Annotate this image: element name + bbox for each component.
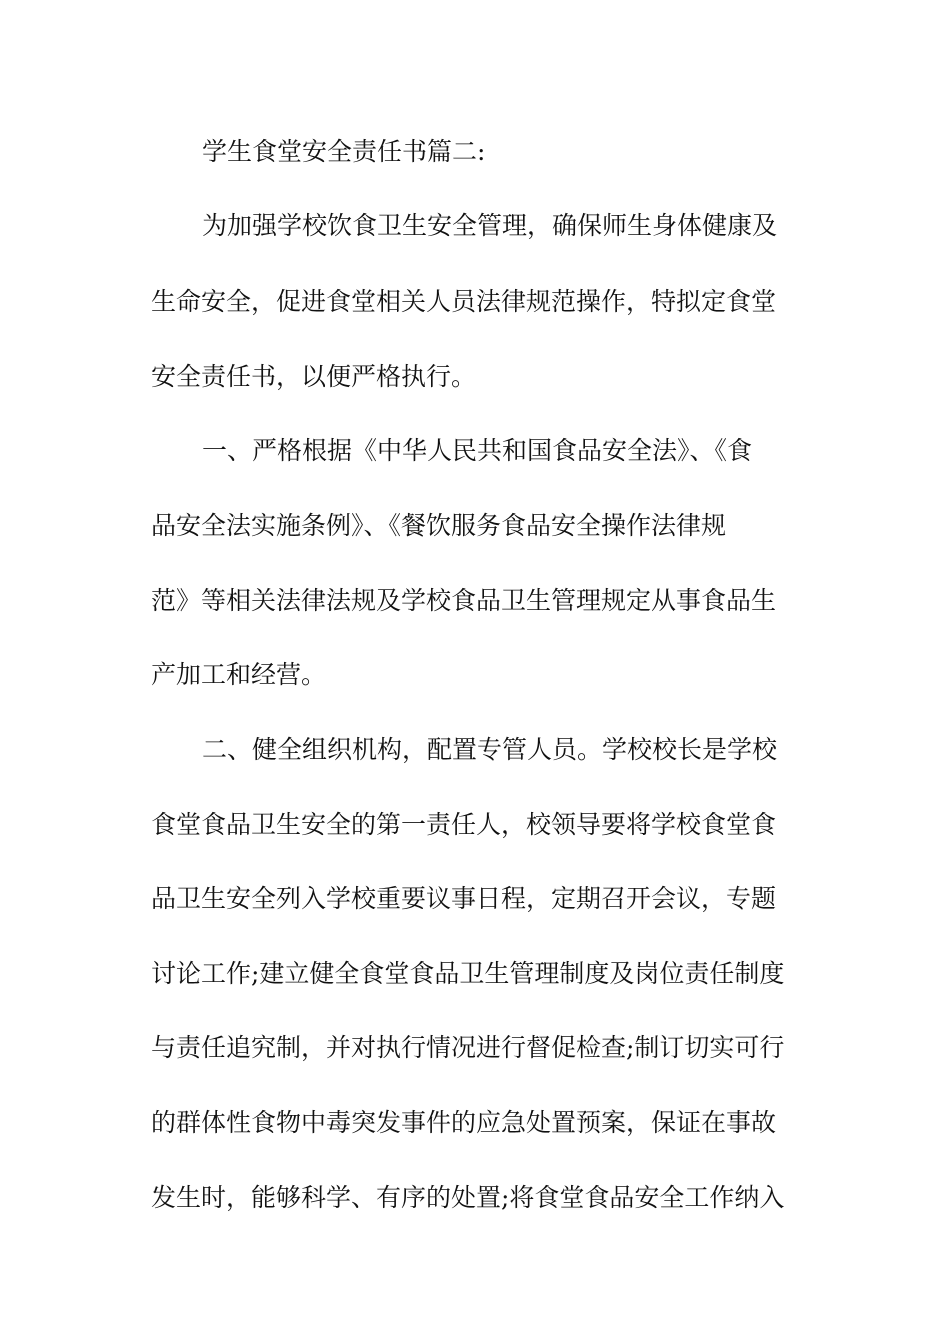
paragraph-line: 范》等相关法律法规及学校食品卫生管理规定从事食品生: [151, 586, 777, 615]
paragraph-line: 安全责任书，以便严格执行。: [151, 362, 477, 391]
paragraph-line: 为加强学校饮食卫生安全管理，确保师生身体健康及: [202, 211, 778, 240]
paragraph-line: 二、健全组织机构，配置专管人员。学校校长是学校: [202, 735, 778, 764]
paragraph-line: 食堂食品卫生安全的第一责任人，校领导要将学校食堂食: [151, 810, 777, 839]
paragraph-line: 的群体性食物中毒突发事件的应急处置预案，保证在事故: [151, 1108, 777, 1137]
paragraph-line: 品卫生安全列入学校重要议事日程，定期召开会议，专题: [151, 884, 777, 913]
paragraph-line: 讨论工作;建立健全食堂食品卫生管理制度及岗位责任制度: [151, 959, 785, 988]
paragraph-line: 生命安全，促进食堂相关人员法律规范操作，特拟定食堂: [151, 287, 777, 316]
paragraph-line: 与责任追究制，并对执行情况进行督促检查;制订切实可行: [151, 1033, 785, 1062]
paragraph-line: 一、严格根据《中华人民共和国食品安全法》、《食: [202, 436, 753, 465]
section-heading: 学生食堂安全责任书篇二:: [202, 137, 486, 166]
paragraph-line: 产加工和经营。: [151, 660, 327, 689]
paragraph-line: 品安全法实施条例》、《餐饮服务食品安全操作法律规: [151, 511, 727, 540]
paragraph-line: 发生时，能够科学、有序的处置;将食堂食品安全工作纳入: [151, 1183, 785, 1212]
